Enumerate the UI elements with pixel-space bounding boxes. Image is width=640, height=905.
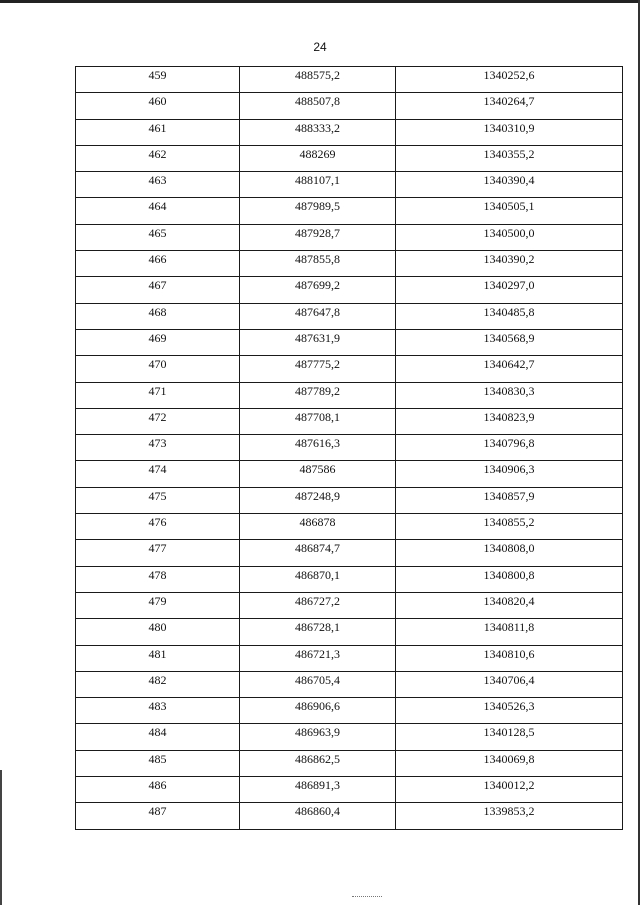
y-coordinate-cell: 1340310,9 [396,119,623,145]
y-coordinate-cell: 1340012,2 [396,777,623,803]
table-row [76,619,623,645]
table-row [76,645,623,671]
x-coordinate-cell: 486906,6 [240,698,396,724]
x-coordinate-cell: 486870,1 [240,566,396,592]
x-coordinate-cell: 486963,9 [240,724,396,750]
y-coordinate-cell: 1340505,1 [396,198,623,224]
point-number-cell: 463 [76,172,240,198]
table-row [76,566,623,592]
table-row [76,67,623,93]
y-coordinate-cell: 1340390,2 [396,251,623,277]
x-coordinate-cell: 487789,2 [240,382,396,408]
point-number-cell: 459 [76,67,240,93]
table-row [76,724,623,750]
point-number-cell: 461 [76,119,240,145]
x-coordinate-cell: 488333,2 [240,119,396,145]
point-number-cell: 464 [76,198,240,224]
point-number-cell: 478 [76,566,240,592]
x-coordinate-cell: 487647,8 [240,303,396,329]
y-coordinate-cell: 1340796,8 [396,435,623,461]
table-row [76,277,623,303]
table-row [76,145,623,171]
y-coordinate-cell: 1340526,3 [396,698,623,724]
x-coordinate-cell: 487855,8 [240,251,396,277]
y-coordinate-cell: 1340297,0 [396,277,623,303]
table-row [76,777,623,803]
table-row [76,671,623,697]
point-number-cell: 485 [76,750,240,776]
x-coordinate-cell: 487248,9 [240,487,396,513]
y-coordinate-cell: 1340800,8 [396,566,623,592]
y-coordinate-cell: 1340642,7 [396,356,623,382]
x-coordinate-cell: 487708,1 [240,408,396,434]
table-row [76,592,623,618]
point-number-cell: 481 [76,645,240,671]
x-coordinate-cell: 486860,4 [240,803,396,829]
point-number-cell: 462 [76,145,240,171]
point-number-cell: 468 [76,303,240,329]
point-number-cell: 466 [76,251,240,277]
x-coordinate-cell: 487775,2 [240,356,396,382]
y-coordinate-cell: 1340823,9 [396,408,623,434]
point-number-cell: 487 [76,803,240,829]
y-coordinate-cell: 1340264,7 [396,93,623,119]
y-coordinate-cell: 1340568,9 [396,329,623,355]
table-row [76,382,623,408]
y-coordinate-cell: 1340820,4 [396,592,623,618]
table-row [76,461,623,487]
table-row [76,487,623,513]
page-number: 24 [313,40,327,54]
y-coordinate-cell: 1340906,3 [396,461,623,487]
x-coordinate-cell: 486878 [240,514,396,540]
x-coordinate-cell: 487699,2 [240,277,396,303]
point-number-cell: 475 [76,487,240,513]
point-number-cell: 473 [76,435,240,461]
y-coordinate-cell: 1340855,2 [396,514,623,540]
y-coordinate-cell: 1340355,2 [396,145,623,171]
y-coordinate-cell: 1340069,8 [396,750,623,776]
x-coordinate-cell: 487928,7 [240,224,396,250]
y-coordinate-cell: 1340808,0 [396,540,623,566]
point-number-cell: 476 [76,514,240,540]
point-number-cell: 467 [76,277,240,303]
table-row [76,540,623,566]
table-row [76,93,623,119]
y-coordinate-cell: 1340128,5 [396,724,623,750]
table-row [76,408,623,434]
point-number-cell: 470 [76,356,240,382]
table-row [76,514,623,540]
x-coordinate-cell: 486862,5 [240,750,396,776]
point-number-cell: 486 [76,777,240,803]
table-row [76,224,623,250]
y-coordinate-cell: 1340485,8 [396,303,623,329]
y-coordinate-cell: 1340252,6 [396,67,623,93]
scan-top-edge [0,0,640,3]
y-coordinate-cell: 1340857,9 [396,487,623,513]
y-coordinate-cell: 1340810,6 [396,645,623,671]
x-coordinate-cell: 487616,3 [240,435,396,461]
coordinates-table-body [76,67,623,830]
x-coordinate-cell: 487586 [240,461,396,487]
x-coordinate-cell: 486727,2 [240,592,396,618]
x-coordinate-cell: 488507,8 [240,93,396,119]
point-number-cell: 480 [76,619,240,645]
y-coordinate-cell: 1340706,4 [396,671,623,697]
table-row [76,356,623,382]
y-coordinate-cell: 1340390,4 [396,172,623,198]
y-coordinate-cell: 1340500,0 [396,224,623,250]
point-number-cell: 477 [76,540,240,566]
x-coordinate-cell: 487631,9 [240,329,396,355]
x-coordinate-cell: 486874,7 [240,540,396,566]
point-number-cell: 460 [76,93,240,119]
point-number-cell: 471 [76,382,240,408]
table-row [76,198,623,224]
point-number-cell: 474 [76,461,240,487]
table-row [76,329,623,355]
point-number-cell: 483 [76,698,240,724]
x-coordinate-cell: 486728,1 [240,619,396,645]
point-number-cell: 482 [76,671,240,697]
coordinates-table [75,66,623,830]
x-coordinate-cell: 488269 [240,145,396,171]
y-coordinate-cell: 1339853,2 [396,803,623,829]
table-row [76,435,623,461]
table-row [76,303,623,329]
scan-bottom-artifact [352,896,382,899]
table-row [76,803,623,829]
x-coordinate-cell: 487989,5 [240,198,396,224]
point-number-cell: 469 [76,329,240,355]
x-coordinate-cell: 488107,1 [240,172,396,198]
table-row [76,698,623,724]
x-coordinate-cell: 486891,3 [240,777,396,803]
scan-left-mark [0,770,2,905]
point-number-cell: 472 [76,408,240,434]
table-row [76,251,623,277]
point-number-cell: 484 [76,724,240,750]
table-row [76,172,623,198]
y-coordinate-cell: 1340830,3 [396,382,623,408]
table-row [76,750,623,776]
point-number-cell: 479 [76,592,240,618]
point-number-cell: 465 [76,224,240,250]
x-coordinate-cell: 488575,2 [240,67,396,93]
table-row [76,119,623,145]
x-coordinate-cell: 486705,4 [240,671,396,697]
y-coordinate-cell: 1340811,8 [396,619,623,645]
x-coordinate-cell: 486721,3 [240,645,396,671]
